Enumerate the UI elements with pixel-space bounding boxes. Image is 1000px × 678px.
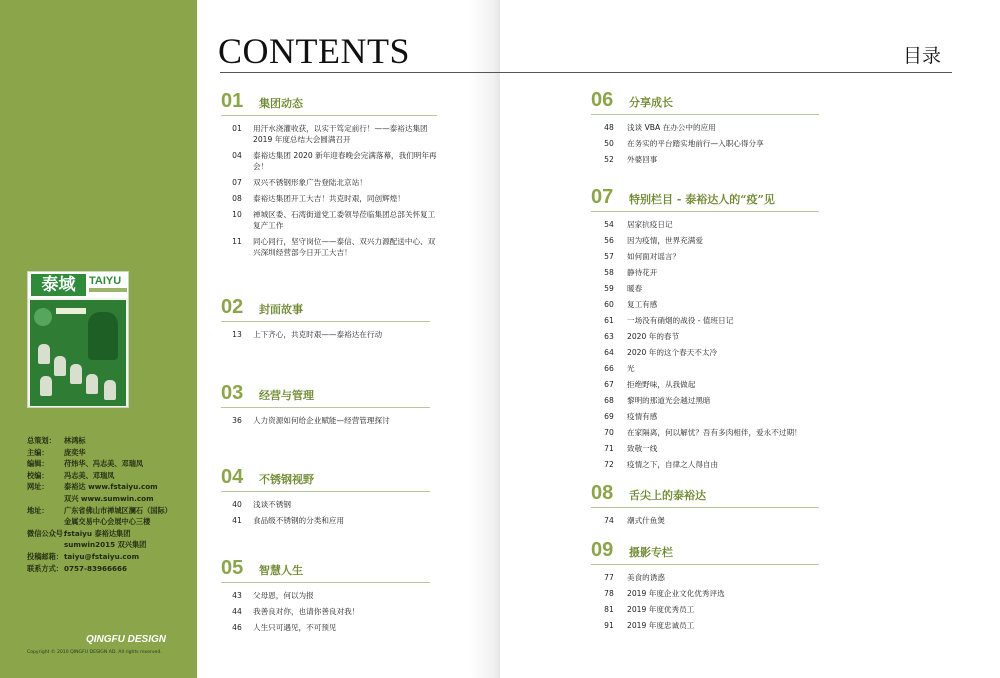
- credit-value: sumwin2015 双兴集团: [64, 540, 147, 550]
- toc-entry[interactable]: [591, 154, 819, 165]
- contents-title: CONTENTS: [218, 31, 410, 71]
- toc-entry[interactable]: [591, 572, 819, 583]
- toc-entry-title: 食品级不锈钢的分类和应用: [253, 516, 345, 525]
- toc-entry-page: 59: [604, 284, 614, 293]
- cover-headline-bar: [56, 308, 86, 314]
- toc-entry-page: 78: [604, 589, 614, 598]
- section-number: 07: [591, 186, 614, 208]
- toc-entry-title: 人力资源如何给企业赋能—经营管理探讨: [253, 416, 390, 425]
- section-divider: [591, 211, 819, 212]
- toc-entry[interactable]: [591, 459, 819, 470]
- toc-section: [221, 381, 430, 431]
- toc-entry[interactable]: [591, 443, 819, 454]
- toc-entry-page: 63: [604, 332, 614, 341]
- toc-entry[interactable]: [221, 193, 437, 204]
- toc-entry-title: 暖春: [627, 284, 643, 293]
- toc-entry[interactable]: [591, 379, 819, 390]
- credit-row: [27, 563, 192, 575]
- toc-entry[interactable]: [221, 236, 437, 258]
- cover-person: [70, 364, 82, 384]
- toc-entry[interactable]: [221, 123, 437, 145]
- section-items: [221, 499, 430, 526]
- credits-block: [27, 435, 192, 574]
- toc-entry-page: 01: [232, 124, 242, 133]
- toc-section: [221, 465, 430, 531]
- credit-label: 网址：: [27, 482, 49, 492]
- toc-entry-page: 13: [232, 330, 242, 339]
- section-items: [221, 329, 430, 340]
- toc-entry-title: 2020 年的这个春天不太冷: [627, 348, 718, 357]
- toc-entry-page: 52: [604, 155, 614, 164]
- section-header: [591, 88, 819, 112]
- credit-label: [27, 493, 64, 505]
- toc-entry-title: 浅谈不锈钢: [253, 500, 291, 509]
- toc-entry[interactable]: [591, 235, 819, 246]
- section-items: [591, 219, 819, 470]
- toc-entry-title: 禅城区委、石湾街道党工委领导莅临集团总部关怀复工复产工作: [253, 210, 436, 230]
- cover-logo-cn: 泰域: [31, 274, 86, 296]
- section-items: [591, 572, 819, 631]
- toc-entry-page: 58: [604, 268, 614, 277]
- cover-badge: [34, 308, 52, 326]
- credit-value: fstaiyu 泰裕达集团: [64, 528, 131, 538]
- toc-entry-page: 60: [604, 300, 614, 309]
- credit-value: 林鸿标: [64, 436, 86, 445]
- section-header: [591, 185, 819, 209]
- toc-entry-page: 91: [604, 621, 614, 630]
- credit-label: 微信公众号：: [27, 528, 71, 538]
- toc-entry-title: 用汗水浇灌收获，以实干笃定前行！——泰裕达集团 2019 年度总结大会圆满召开: [253, 124, 428, 144]
- toc-entry-page: 72: [604, 460, 614, 469]
- toc-entry[interactable]: [221, 499, 430, 510]
- cover-person: [86, 374, 98, 394]
- toc-entry-page: 43: [232, 591, 242, 600]
- toc-entry[interactable]: [591, 363, 819, 374]
- credit-value: 广东省佛山市禅城区澜石（国际）: [64, 505, 172, 515]
- toc-entry-page: 77: [604, 573, 614, 582]
- toc-entry[interactable]: [221, 622, 430, 633]
- toc-entry-page: 46: [232, 623, 242, 632]
- toc-entry[interactable]: [221, 590, 430, 601]
- section-title: 封面故事: [259, 303, 303, 316]
- credit-label: 编辑：: [27, 459, 49, 469]
- toc-entry[interactable]: [221, 415, 430, 426]
- cover-subtitle-bar: [89, 288, 127, 292]
- section-header: [591, 538, 819, 562]
- toc-entry-title: 2019 年度企业文化优秀评选: [627, 589, 725, 598]
- cover-image: [30, 300, 126, 406]
- toc-entry-title: 父母恩，何以为报: [253, 591, 314, 600]
- credit-row: [27, 481, 192, 493]
- toc-entry-page: 36: [232, 416, 242, 425]
- section-number: 04: [221, 466, 244, 488]
- credit-value: 冯志美、邓瑞凤: [64, 470, 115, 480]
- toc-entry-page: 66: [604, 364, 614, 373]
- section-title: 分享成长: [629, 96, 673, 109]
- cover-header: [28, 272, 128, 298]
- toc-entry-page: 74: [604, 516, 614, 525]
- toc-entry-page: 40: [232, 500, 242, 509]
- toc-entry[interactable]: [221, 177, 437, 188]
- toc-entry[interactable]: [591, 283, 819, 294]
- toc-entry-title: 黎明的那道光会越过黑暗: [627, 396, 711, 405]
- toc-entry[interactable]: [591, 251, 819, 262]
- toc-entry-title: 在家隔离，何以解忧？吾有多肉相伴，爱永不过期！: [627, 428, 802, 437]
- toc-entry[interactable]: [221, 606, 430, 617]
- credit-row: [27, 447, 192, 459]
- toc-entry-page: 04: [232, 151, 242, 160]
- credit-value: taiyu@fstaiyu.com: [64, 551, 140, 561]
- toc-entry[interactable]: [221, 209, 437, 231]
- toc-entry[interactable]: [591, 219, 819, 230]
- toc-entry-title: 2020 年的春节: [627, 332, 680, 341]
- title-divider: [220, 72, 952, 73]
- toc-entry-title: 如何面对谣言？: [627, 252, 681, 261]
- toc-section: [591, 481, 819, 531]
- toc-entry-title: 双兴不锈钢形象广告登陆北京站！: [253, 178, 367, 187]
- toc-entry-title: 疫情之下，自律之人得自由: [627, 460, 719, 469]
- section-divider: [221, 407, 430, 408]
- toc-entry-title: 泰裕达集团开工大吉！共克时艰，同创辉煌！: [253, 194, 405, 203]
- credit-label: [27, 539, 64, 551]
- toc-entry[interactable]: [591, 604, 819, 615]
- toc-entry-title: 2019 年度忠诚员工: [627, 621, 695, 630]
- toc-entry-title: 一场没有硝烟的战役 - 值班日记: [627, 316, 734, 325]
- toc-entry[interactable]: [591, 411, 819, 422]
- credit-row: [27, 528, 192, 540]
- toc-entry-page: 81: [604, 605, 614, 614]
- toc-entry[interactable]: [591, 331, 819, 342]
- toc-entry[interactable]: [591, 515, 819, 526]
- section-title: 集团动态: [259, 97, 303, 110]
- designer-logo: QINGFU DESIGN: [86, 634, 167, 645]
- toc-entry-title: 泰裕达集团 2020 新年迎春晚会完满落幕，我们明年再会！: [253, 151, 437, 171]
- cover-person: [38, 344, 50, 364]
- toc-entry-title: 复工有感: [627, 300, 658, 309]
- toc-entry-page: 44: [232, 607, 242, 616]
- toc-entry-page: 11: [232, 237, 242, 246]
- credit-value: 双兴 www.sumwin.com: [64, 493, 154, 503]
- toc-entry[interactable]: [591, 620, 819, 631]
- toc-entry-title: 2019 年度优秀员工: [627, 605, 695, 614]
- section-number: 09: [591, 539, 614, 561]
- credit-label: 联系方式：: [27, 563, 63, 573]
- section-title: 不锈钢视野: [259, 473, 314, 486]
- toc-entry-title: 疫情有感: [627, 412, 658, 421]
- toc-entry-page: 07: [232, 178, 242, 187]
- credit-row: [27, 435, 192, 447]
- cover-logo-en: TAIYU: [89, 275, 122, 287]
- toc-entry[interactable]: [591, 138, 819, 149]
- cover-person: [54, 356, 66, 376]
- toc-entry-title: 潮式什鱼煲: [627, 516, 665, 525]
- credit-row: [27, 551, 192, 563]
- toc-entry[interactable]: [591, 427, 819, 438]
- section-number: 03: [221, 382, 244, 404]
- section-divider: [591, 507, 819, 508]
- toc-entry-page: 10: [232, 210, 242, 219]
- credit-row: [27, 493, 192, 505]
- credit-row: [27, 470, 192, 482]
- toc-entry[interactable]: [591, 299, 819, 310]
- toc-entry[interactable]: [221, 329, 430, 340]
- section-divider: [591, 114, 819, 115]
- section-number: 05: [221, 557, 244, 579]
- section-number: 01: [221, 90, 244, 112]
- toc-entry-title: 静待花开: [627, 268, 658, 277]
- toc-entry[interactable]: [591, 347, 819, 358]
- toc-entry-page: 48: [604, 123, 614, 132]
- credit-value: 泰裕达 www.fstaiyu.com: [64, 482, 158, 492]
- toc-entry-page: 70: [604, 428, 614, 437]
- toc-entry-page: 69: [604, 412, 614, 421]
- section-items: [221, 590, 430, 633]
- toc-entry-page: 54: [604, 220, 614, 229]
- toc-entry-title: 拒绝野味，从我做起: [627, 380, 696, 389]
- toc-entry-title: 致敬一线: [627, 444, 658, 453]
- credit-row: [27, 516, 192, 528]
- section-items: [221, 123, 437, 258]
- section-divider: [591, 564, 819, 565]
- toc-entry-title: 因为疫情，世界充满爱: [627, 236, 703, 245]
- toc-entry-page: 64: [604, 348, 614, 357]
- toc-entry-title: 外婆回事: [627, 155, 658, 164]
- toc-entry-title: 人生只可遇见，不可预见: [253, 623, 337, 632]
- contents-title-cn: 目录: [903, 45, 942, 67]
- section-header: [221, 381, 430, 405]
- section-header: [221, 89, 437, 113]
- copyright-text: Copyright © 2010 QINGFU DESIGN AD. All rights reserved.: [27, 650, 162, 655]
- toc-entry[interactable]: [591, 315, 819, 326]
- toc-entry-title: 在务实的平台踏实地前行—入职心得分享: [627, 139, 764, 148]
- toc-entry[interactable]: [591, 395, 819, 406]
- toc-entry-title: 居家抗疫日记: [627, 220, 673, 229]
- credit-value: 庞奕华: [64, 447, 86, 457]
- credit-label: 主编：: [27, 447, 49, 457]
- toc-entry-page: 56: [604, 236, 614, 245]
- toc-entry-page: 57: [604, 252, 614, 261]
- section-number: 08: [591, 482, 614, 504]
- toc-section: [221, 295, 430, 345]
- toc-entry-title: 我善良对你，也请你善良对我！: [253, 607, 360, 616]
- toc-entry[interactable]: [221, 150, 437, 172]
- toc-entry-title: 光: [627, 364, 635, 373]
- toc-section: [221, 556, 430, 638]
- magazine-cover: [27, 271, 129, 408]
- section-items: [591, 515, 819, 526]
- toc-entry[interactable]: [221, 515, 430, 526]
- section-header: [221, 556, 430, 580]
- page-fold-shadow: [470, 0, 500, 678]
- cover-fist-graphic: [88, 312, 118, 360]
- section-divider: [221, 491, 430, 492]
- credit-value: 0757-83966666: [64, 563, 127, 573]
- section-header: [221, 295, 430, 319]
- section-title: 经营与管理: [259, 389, 314, 402]
- section-items: [221, 415, 430, 426]
- toc-entry-title: 上下齐心，共克时艰——泰裕达在行动: [253, 330, 383, 339]
- toc-section: [221, 89, 437, 263]
- credit-value: 苻炜华、冯志美、邓瑞凤: [64, 459, 144, 469]
- toc-section: [591, 88, 819, 170]
- section-divider: [221, 582, 430, 583]
- credit-label: 校编：: [27, 470, 49, 480]
- section-number: 06: [591, 89, 614, 111]
- credit-label: [27, 516, 64, 528]
- section-number: 02: [221, 296, 244, 318]
- credit-label: 投稿邮箱：: [27, 551, 63, 561]
- cover-person: [40, 376, 52, 396]
- toc-entry-title: 浅谈 VBA 在办公中的应用: [627, 123, 716, 132]
- toc-entry[interactable]: [591, 122, 819, 133]
- toc-entry-page: 68: [604, 396, 614, 405]
- credit-label: 总策划：: [27, 436, 56, 445]
- toc-entry-page: 50: [604, 139, 614, 148]
- section-divider: [221, 321, 430, 322]
- cover-person: [104, 380, 116, 400]
- credit-value: 金属交易中心会展中心三楼: [64, 517, 151, 527]
- toc-entry-title: 同心同行，坚守岗位——泰信、双兴力源配送中心、双兴深圳经营部今日开工大吉！: [253, 237, 436, 257]
- toc-entry-page: 41: [232, 516, 242, 525]
- section-title: 摄影专栏: [629, 546, 673, 559]
- section-title: 智慧人生: [259, 564, 303, 577]
- section-items: [591, 122, 819, 165]
- credit-label: 地址：: [27, 505, 49, 515]
- toc-entry[interactable]: [591, 267, 819, 278]
- credit-row: [27, 505, 192, 517]
- toc-entry-page: 71: [604, 444, 614, 453]
- credit-row: [27, 458, 192, 470]
- toc-entry[interactable]: [591, 588, 819, 599]
- credit-row: [27, 539, 192, 551]
- toc-entry-page: 67: [604, 380, 614, 389]
- toc-entry-page: 08: [232, 194, 242, 203]
- toc-entry-page: 61: [604, 316, 614, 325]
- section-title: 舌尖上的泰裕达: [629, 489, 706, 502]
- section-header: [591, 481, 819, 505]
- toc-section: [591, 185, 819, 475]
- section-title: 特别栏目 - 泰裕达人的“疫”见: [629, 193, 775, 206]
- toc-entry-title: 美食的诱惑: [627, 573, 665, 582]
- section-divider: [221, 115, 437, 116]
- section-header: [221, 465, 430, 489]
- toc-section: [591, 538, 819, 636]
